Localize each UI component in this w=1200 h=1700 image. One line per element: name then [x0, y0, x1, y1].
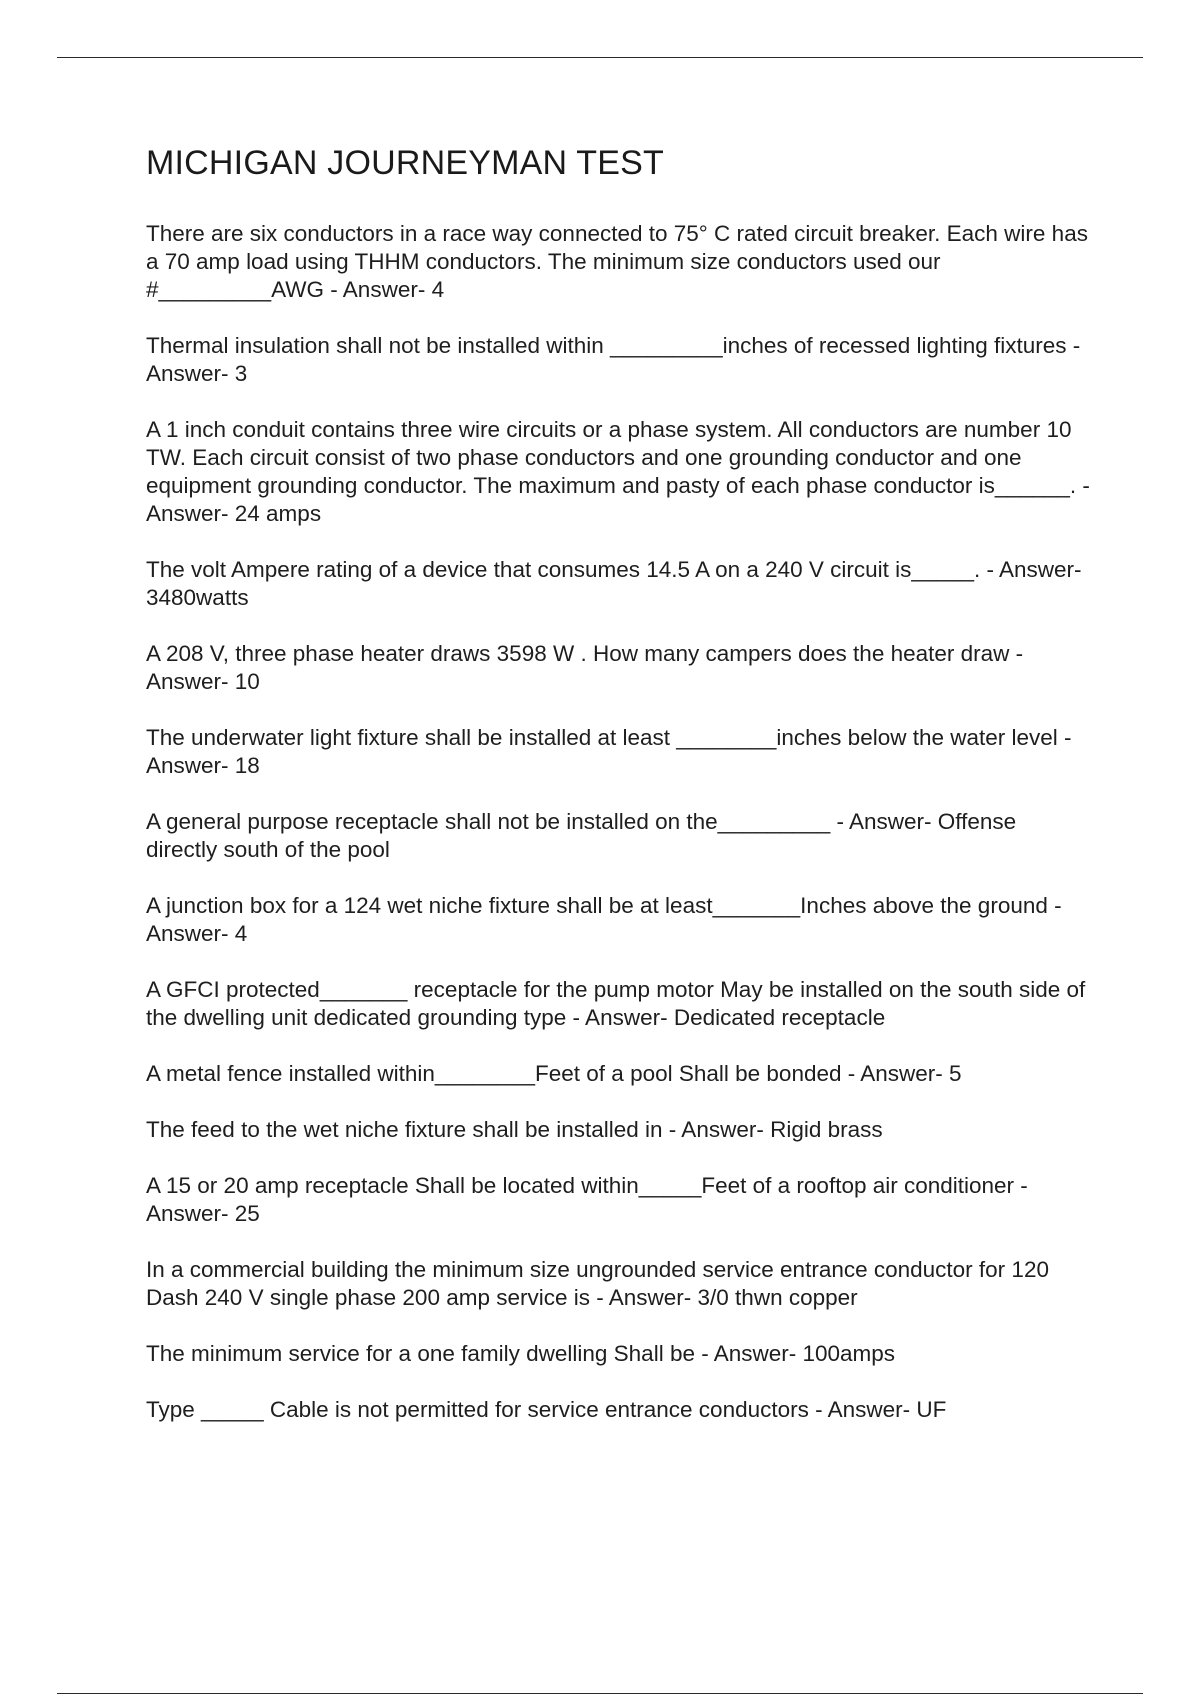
qa-item: A 208 V, three phase heater draws 3598 W . How many campers does the heater draw - Answer- 10	[146, 640, 1024, 694]
qa-item: A metal fence installed within________Feet of a pool Shall be bonded - Answer- 5	[146, 1060, 962, 1086]
qa-item: A 1 inch conduit contains three wire circuits or a phase system. All conductors are number 10 TW. Each circuit consist of two phase conductors and one grounding conductor and one equipment grounding conductor. The maximum and pasty of each phase conductor is______. - Answer- 24 amps	[146, 416, 1090, 526]
qa-item: The feed to the wet niche fixture shall be installed in - Answer- Rigid brass	[146, 1116, 883, 1142]
qa-item: A junction box for a 124 wet niche fixture shall be at least_______Inches above the ground - Answer- 4	[146, 892, 1062, 946]
qa-item: Thermal insulation shall not be installed within _________inches of recessed lighting fixtures - Answer- 3	[146, 332, 1081, 386]
document-title: MICHIGAN JOURNEYMAN TEST	[146, 144, 664, 182]
qa-item: The underwater light fixture shall be installed at least ________inches below the water level - Answer- 18	[146, 724, 1072, 778]
bottom-rule	[57, 1693, 1143, 1694]
qa-item: A general purpose receptacle shall not be installed on the_________ - Answer- Offense directly south of the pool	[146, 808, 1017, 862]
qa-item: A 15 or 20 amp receptacle Shall be located within_____Feet of a rooftop air conditioner - Answer- 25	[146, 1172, 1028, 1226]
qa-item: In a commercial building the minimum size ungrounded service entrance conductor for 120 Dash 240 V single phase 200 amp service is - Answer- 3/0 thwn copper	[146, 1256, 1049, 1310]
qa-item: There are six conductors in a race way connected to 75° C rated circuit breaker. Each wire has a 70 amp load using THHM conductors. The minimum size conductors used our #_________AWG - Answer- 4	[146, 220, 1088, 302]
qa-item: Type _____ Cable is not permitted for service entrance conductors - Answer- UF	[146, 1396, 947, 1422]
qa-item: The minimum service for a one family dwelling Shall be - Answer- 100amps	[146, 1340, 896, 1366]
top-rule	[57, 57, 1143, 58]
qa-item: A GFCI protected_______ receptacle for the pump motor May be installed on the south side of the dwelling unit dedicated grounding type - Answer- Dedicated receptacle	[146, 976, 1086, 1030]
qa-item: The volt Ampere rating of a device that consumes 14.5 A on a 240 V circuit is_____. - Answer- 3480watts	[146, 556, 1082, 610]
document-body	[146, 143, 1091, 1452]
